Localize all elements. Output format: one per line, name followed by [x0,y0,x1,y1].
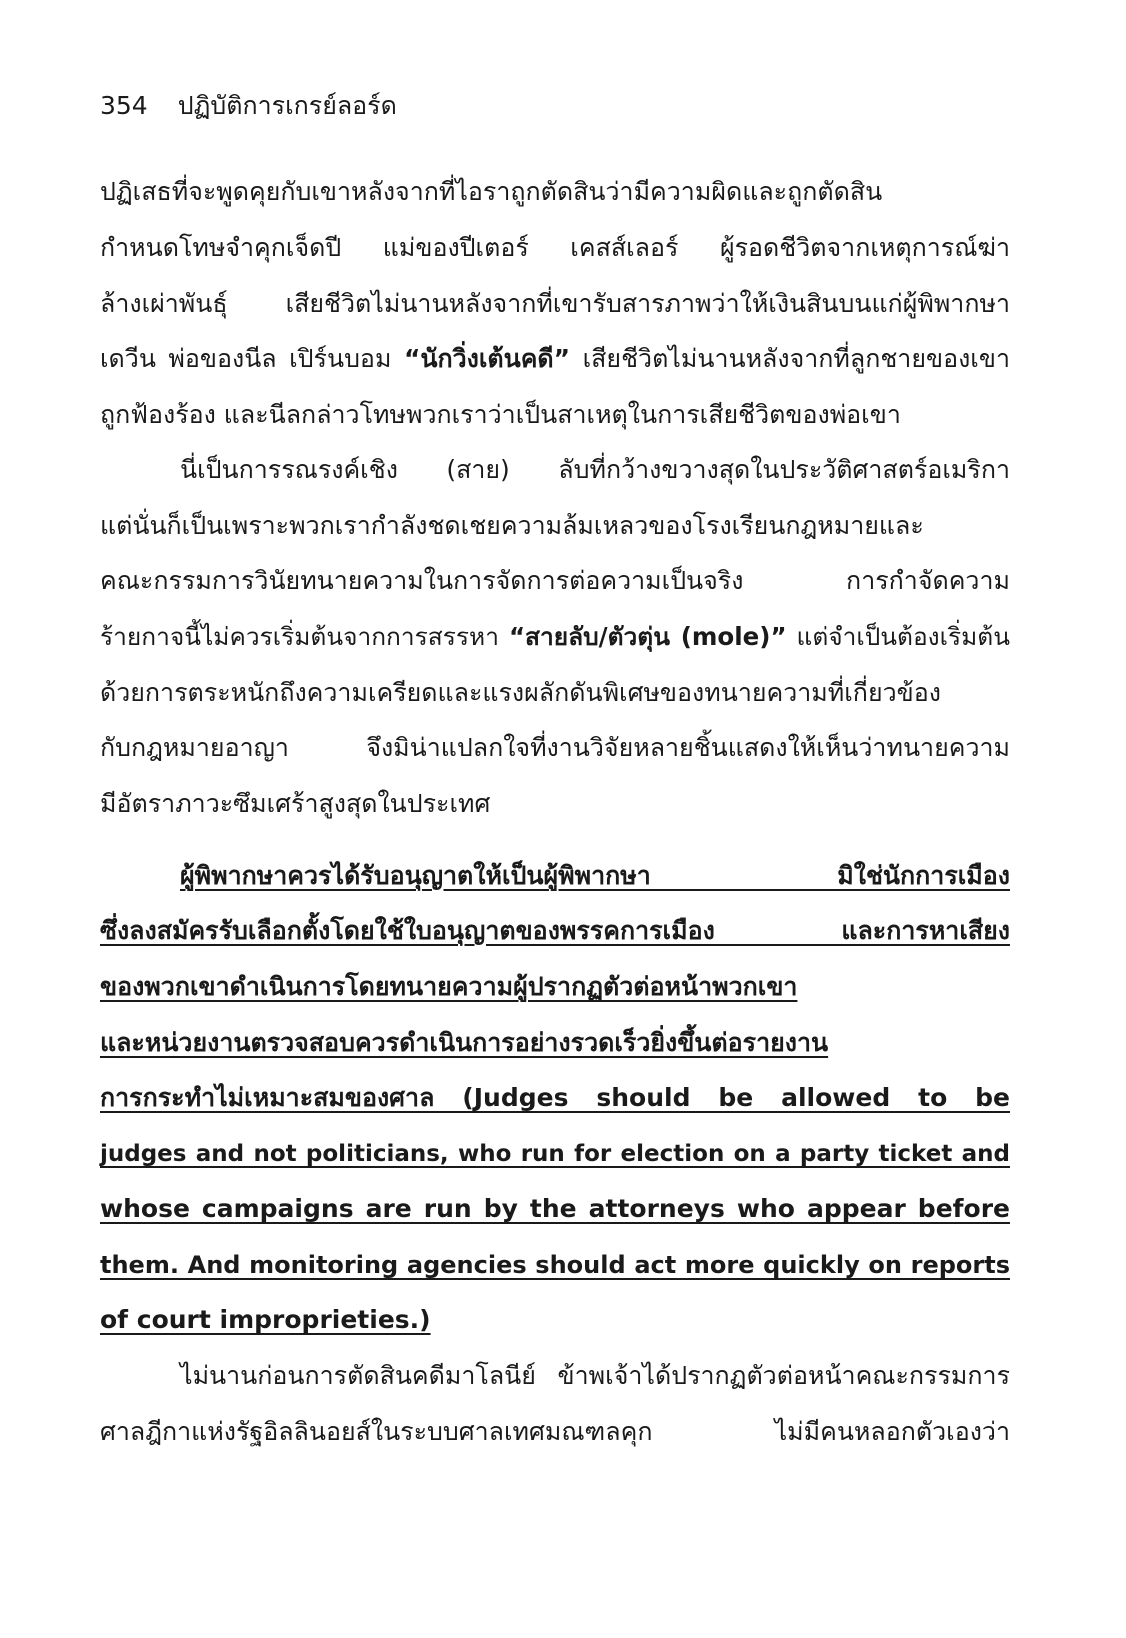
callout-line [100,1080,1010,1116]
paragraph-1-line: ปฏิเสธที่จะพูดคุยกับเขาหลังจากที่ไอราถูกตัดสินว่ามีความผิดและถูกตัดสิน [100,177,883,206]
callout-text: ผู้พิพากษาควรได้รับอนุญาตให้เป็นผู้พิพากษา มิใช่นักการเมือง [180,861,1010,890]
callout-text: whose campaigns are run by the attorneys who appear before [100,1194,1010,1223]
paragraph-4-line: ศาลฎีกาแห่งรัฐอิลลินอยส์ในระบบศาลเทศมณฑลคุก ไม่มีคนหลอกตัวเองว่า [100,1417,1010,1446]
callout-line [100,1302,1010,1338]
callout-text: ของพวกเขาดำเนินการโดยทนายความผู้ปรากฏตัวต่อหน้าพวกเขา [100,972,798,1001]
paragraph-1-line: กำหนดโทษจำคุกเจ็ดปี แม่ของปีเตอร์ เคสส์เลอร์ ผู้รอดชีวิตจากเหตุการณ์ฆ่า [100,233,1010,262]
callout-line [100,1025,1010,1061]
emphasized-term: “สายลับ/ตัวตุ่น (mole)” [508,622,787,651]
paragraph-4-line: ไม่นานก่อนการตัดสินคดีมาโลนีย์ ข้าพเจ้าได้ปรากฏตัวต่อหน้าคณะกรรมการ [180,1361,1010,1390]
paragraph-2-line: แต่นั่นก็เป็นเพราะพวกเรากำลังชดเชยความล้มเหลวของโรงเรียนกฎหมายและ [100,511,924,540]
paragraph-1-line: ถูกฟ้องร้อง และนีลกล่าวโทษพวกเราว่าเป็นสาเหตุในการเสียชีวิตของพ่อเขา [100,400,901,429]
callout-line [100,1191,1010,1227]
text-run: เดวีน พ่อของนีล เปิร์นบอม [100,344,404,373]
callout-text: them. And monitoring agencies should act more quickly on reports [100,1251,1010,1279]
paragraph-2-line: มีอัตราภาวะซึมเศร้าสูงสุดในประเทศ [100,789,491,818]
callout-text: และหน่วยงานตรวจสอบควรดำเนินการอย่างรวดเร็วยิ่งขึ้นต่อรายงาน [100,1028,829,1057]
paragraph-1-line: ล้างเผ่าพันธุ์ เสียชีวิตไม่นานหลังจากที่เขารับสารภาพว่าให้เงินสินบนแก่ผู้พิพากษา [100,289,1010,318]
paragraph-1-line [100,341,1010,377]
paragraph-2-line [100,619,1010,655]
callout-line [100,969,1010,1005]
text-run: แต่จำเป็นต้องเริ่มต้น [786,622,1010,651]
emphasized-term: “นักวิ่งเต้นคดี” [403,344,571,373]
callout-line [100,1247,1010,1283]
callout-line [100,1136,1010,1172]
callout-text: การกระทำไม่เหมาะสมของศาล (Judges should be allowed to be [100,1083,1010,1112]
running-header [100,88,397,124]
text-run: ร้ายกาจนี้ไม่ควรเริ่มต้นจากการสรรหา [100,622,509,651]
callout-text: of court improprieties.) [100,1305,431,1334]
paragraph-2-line: ด้วยการตระหนักถึงความเครียดและแรงผลักดันพิเศษของทนายความที่เกี่ยวข้อง [100,678,941,707]
text-run: เสียชีวิตไม่นานหลังจากที่ลูกชายของเขา [570,344,1010,373]
callout-text: ซึ่งลงสมัครรับเลือกตั้งโดยใช้ใบอนุญาตของพรรคการเมือง และการหาเสียง [100,916,1010,945]
paragraph-2-line: กับกฎหมายอาญา จึงมิน่าแปลกใจที่งานวิจัยหลายชิ้นแสดงให้เห็นว่าทนายความ [100,733,1010,762]
paragraph-2-line: นี่เป็นการรณรงค์เชิง (สาย) ลับที่กว้างขวางสุดในประวัติศาสตร์อเมริกา [180,455,1010,484]
page-number: 354 [100,91,148,120]
book-title: ปฏิบัติการเกรย์ลอร์ด [177,91,397,120]
callout-line [180,858,1010,894]
callout-line [100,913,1010,949]
paragraph-2-line: คณะกรรมการวินัยทนายความในการจัดการต่อความเป็นจริง การกำจัดความ [100,566,1010,595]
callout-text: judges and not politicians, who run for election on a party ticket and [100,1141,1010,1167]
